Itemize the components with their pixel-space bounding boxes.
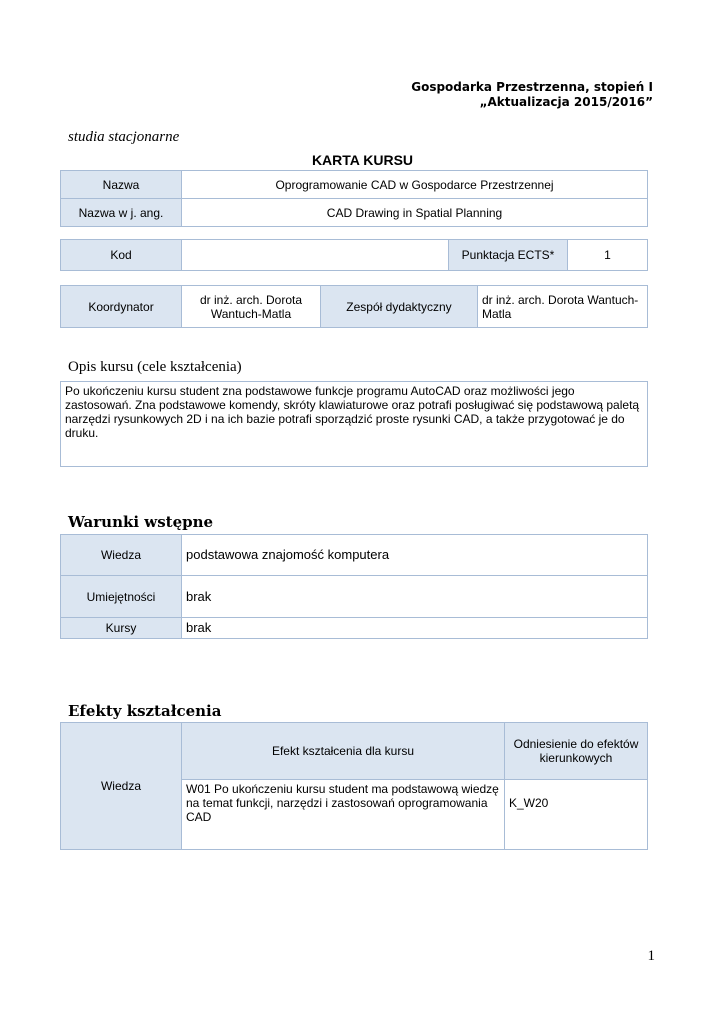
program-name: Gospodarka Przestrzenna, stopień I — [411, 80, 653, 94]
outcome-effect: W01 Po ukończeniu kursu student ma podstawową wiedzę na temat funkcji, narzędzi i zastosowań oprogramowania CAD — [182, 780, 505, 850]
outcomes-col-effect: Efekt kształcenia dla kursu — [182, 723, 505, 780]
code-label: Kod — [61, 240, 182, 271]
program-update: „Aktualizacja 2015/2016” — [479, 95, 653, 109]
name-value: Oprogramowanie CAD w Gospodarce Przestrzennej — [182, 171, 648, 199]
coordinator-label: Koordynator — [61, 286, 182, 328]
program-header — [411, 80, 653, 110]
prereq-courses-label: Kursy — [61, 618, 182, 639]
code-value — [182, 240, 449, 271]
prereq-knowledge-label: Wiedza — [61, 535, 182, 576]
description-heading: Opis kursu (cele kształcenia) — [68, 359, 242, 375]
prerequisites-heading: Warunki wstępne — [68, 513, 214, 531]
team-label: Zespół dydaktyczny — [321, 286, 478, 328]
course-name-table — [60, 170, 648, 227]
outcomes-table — [60, 722, 648, 850]
coordinator-table — [60, 285, 648, 328]
prereq-knowledge-value: podstawowa znajomość komputera — [182, 535, 648, 576]
prereq-skills-value: brak — [182, 576, 648, 618]
coordinator-value: dr inż. arch. Dorota Wantuch-Matla — [182, 286, 321, 328]
prereq-courses-value: brak — [182, 618, 648, 639]
prereq-skills-label: Umiejętności — [61, 576, 182, 618]
name-en-value: CAD Drawing in Spatial Planning — [182, 199, 648, 227]
ects-value: 1 — [568, 240, 648, 271]
page-number: 1 — [647, 948, 655, 964]
prerequisites-table — [60, 534, 648, 639]
name-label: Nazwa — [61, 171, 182, 199]
outcome-reference: K_W20 — [505, 780, 648, 850]
course-code-table — [60, 239, 648, 271]
outcomes-col-reference: Odniesienie do efektów kierunkowych — [505, 723, 648, 780]
name-en-label: Nazwa w j. ang. — [61, 199, 182, 227]
outcomes-row-label: Wiedza — [61, 723, 182, 850]
ects-label: Punktacja ECTS* — [449, 240, 568, 271]
description-box: Po ukończeniu kursu student zna podstawowe funkcje programu AutoCAD oraz możliwości jego zastosowań. Zna podstawowe komendy, skróty klawiaturowe oraz potrafi posługiwać się podstawową paletą narzędzi rysunkowych 2D i na ich bazie potrafi sporządzić proste rysunki CAD, a także przygotować je do druku. — [60, 381, 648, 467]
outcomes-heading: Efekty kształcenia — [68, 702, 222, 720]
team-value: dr inż. arch. Dorota Wantuch-Matla — [478, 286, 648, 328]
page-title: KARTA KURSU — [311, 152, 414, 168]
study-mode: studia stacjonarne — [68, 129, 180, 145]
